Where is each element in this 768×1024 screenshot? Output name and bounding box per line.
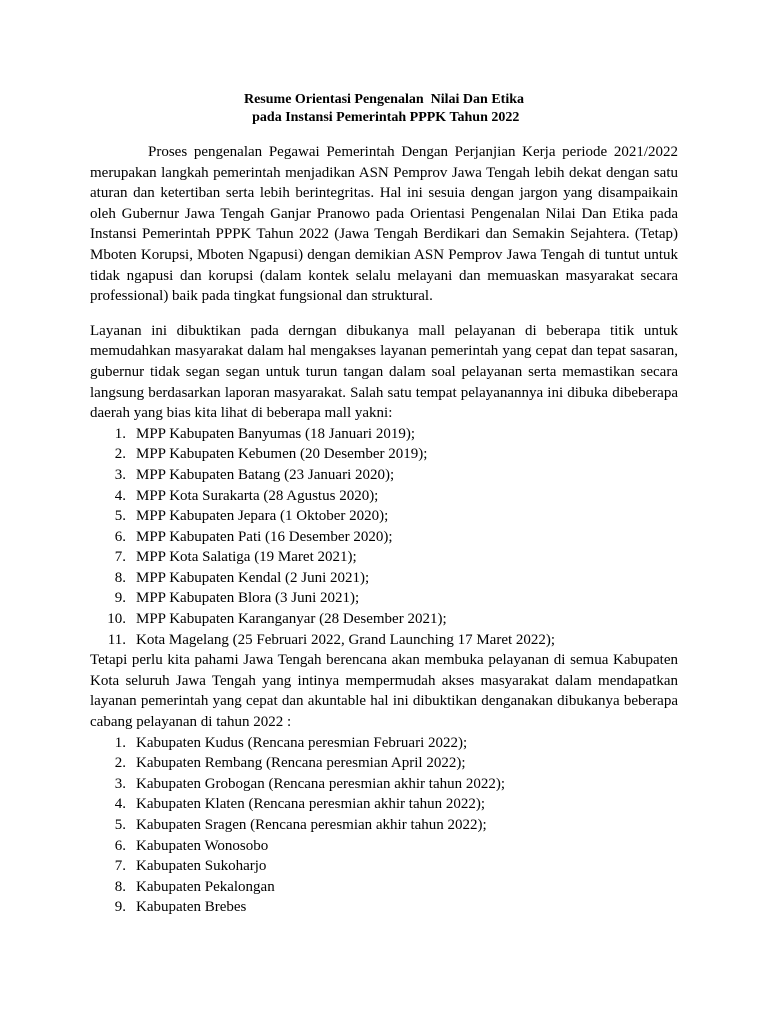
list-item-number: 3.: [114, 775, 126, 792]
list-item-number: 3.: [114, 466, 126, 483]
list-item-text: MPP Kabupaten Kendal (2 Juni 2021);: [136, 569, 370, 586]
list-item-number: 1.: [114, 734, 126, 751]
planned-list: [90, 733, 678, 918]
list-item-number: 2.: [114, 755, 126, 772]
list-item-text: Kabupaten Grobogan (Rencana peresmian akhir tahun 2022);: [136, 775, 506, 792]
list-item: [90, 630, 678, 651]
list-item-text: Kabupaten Klaten (Rencana peresmian akhir tahun 2022);: [136, 796, 486, 813]
list-item-text: Kabupaten Sragen (Rencana peresmian akhir tahun 2022);: [136, 817, 487, 833]
list-item-number: 8.: [114, 569, 126, 586]
list-item: [90, 444, 678, 465]
list-item: [90, 588, 678, 609]
list-item: [90, 774, 678, 795]
list-item-number: 5.: [114, 817, 126, 833]
list-item-text: Kabupaten Rembang (Rencana peresmian April 2022);: [136, 755, 466, 772]
list-item-text: Kabupaten Brebes: [136, 899, 247, 916]
list-item: [90, 836, 678, 857]
list-item-number: 9.: [114, 590, 126, 607]
list-item-text: Kabupaten Wonosobo: [136, 837, 269, 854]
list-item-number: 6.: [114, 837, 126, 854]
paragraph-intro: Proses pengenalan Pegawai Pemerintah Dengan Perjanjian Kerja periode 2021/2022 merupakan langkah pemerintah menjadikan ASN Pemprov Jawa Tengah lebih dekat dengan satu aturan dan ketertiban serta lebih berintegritas. Hal ini sesuia dengan jargon yang disampaikain oleh Gubernur Jawa Tengah Ganjar Pranowo pada Orientasi Pengenalan Nilai Dan Etika pada Instansi Pemerintah PPPK Tahun 2022 (Jawa Tengah Berdikari dan Semakin Sejahtera. (Tetap) Mboten Korupsi, Mboten Ngapusi) dengan demikian ASN Pemprov Jawa Tengah di tuntut untuk tidak ngapusi dan korupsi (dalam kontek selalu melayani dan memuaskan masyarakat secara professional) baik pada tingkat fungsional dan struktural.: [90, 144, 678, 305]
list-item: [90, 897, 678, 918]
list-item-number: 11.: [107, 631, 126, 648]
list-item-text: MPP Kabupaten Jepara (1 Oktober 2020);: [136, 508, 389, 525]
list-item-text: MPP Kabupaten Batang (23 Januari 2020);: [136, 466, 395, 483]
list-item-text: MPP Kota Salatiga (19 Maret 2021);: [136, 549, 357, 566]
list-item-text: Kota Magelang (25 Februari 2022, Grand Launching 17 Maret 2022);: [136, 631, 556, 648]
paragraph-services: Layanan ini dibuktikan pada derngan dibukanya mall pelayanan di beberapa titik untuk memudahkan masyarakat dalam hal mengakses layanan pemerintah yang cepat dan tepat sasaran, gubernur tidak segan segan untuk turun tangan dalam soal pelayanan serta memastikan secara langsung berdasarkan laporan masyarakat. Salah satu tempat pelayanannya ini dibuka dibeberapa daerah yang bias kita lihat di beberapa mall yakni:: [90, 322, 678, 422]
list-item-text: MPP Kota Surakarta (28 Agustus 2020);: [136, 487, 379, 504]
mpp-list: [90, 424, 678, 651]
list-item-text: Kabupaten Pekalongan: [136, 878, 275, 895]
list-item-number: 7.: [114, 858, 126, 875]
list-item: [90, 568, 678, 589]
list-item-text: Kabupaten Kudus (Rencana peresmian Februari 2022);: [136, 734, 468, 751]
list-item-number: 5.: [114, 508, 126, 525]
paragraph-plans: Tetapi perlu kita pahami Jawa Tengah berencana akan membuka pelayanan di semua Kabupaten Kota seluruh Jawa Tengah yang intinya mempermudah akses masyarakat dalam mendapatkan layanan pemerintah yang cepat dan akuntable hal ini dibuktikan denganakan dibukanya beberapa cabang pelayanan di tahun 2022 :: [90, 652, 678, 731]
list-item-number: 2.: [114, 446, 126, 463]
list-item-number: 7.: [114, 549, 126, 566]
list-item-text: MPP Kabupaten Kebumen (20 Desember 2019);: [136, 446, 428, 463]
list-item-number: 6.: [114, 528, 126, 545]
list-item-number: 10.: [107, 611, 126, 628]
list-item: [90, 506, 678, 527]
list-item-number: 8.: [114, 878, 126, 895]
list-item: [90, 465, 678, 486]
list-item-text: MPP Kabupaten Karanganyar (28 Desember 2021);: [136, 611, 447, 628]
list-item-text: Kabupaten Sukoharjo: [136, 858, 267, 875]
list-item: [90, 815, 678, 836]
list-item: [90, 877, 678, 898]
list-item: [90, 794, 678, 815]
list-item: [90, 424, 678, 445]
list-item-number: 4.: [114, 796, 126, 813]
list-item-number: 4.: [114, 487, 126, 504]
list-item-text: MPP Kabupaten Banyumas (18 Januari 2019);: [136, 425, 415, 442]
document-title: [90, 91, 678, 127]
list-item: [90, 527, 678, 548]
list-item: [90, 856, 678, 877]
list-item: [90, 609, 678, 630]
list-item-number: 1.: [114, 425, 126, 442]
title-line-1: Resume Orientasi Pengenalan Nilai Dan Etika: [243, 92, 524, 107]
list-item: [90, 753, 678, 774]
list-item-number: 9.: [114, 899, 126, 916]
list-item: [90, 486, 678, 507]
list-item: [90, 547, 678, 568]
title-line-2: pada Instansi Pemerintah PPPK Tahun 2022: [248, 110, 520, 125]
list-item: [90, 733, 678, 754]
list-item-text: MPP Kabupaten Pati (16 Desember 2020);: [136, 528, 393, 545]
list-item-text: MPP Kabupaten Blora (3 Juni 2021);: [136, 590, 360, 607]
